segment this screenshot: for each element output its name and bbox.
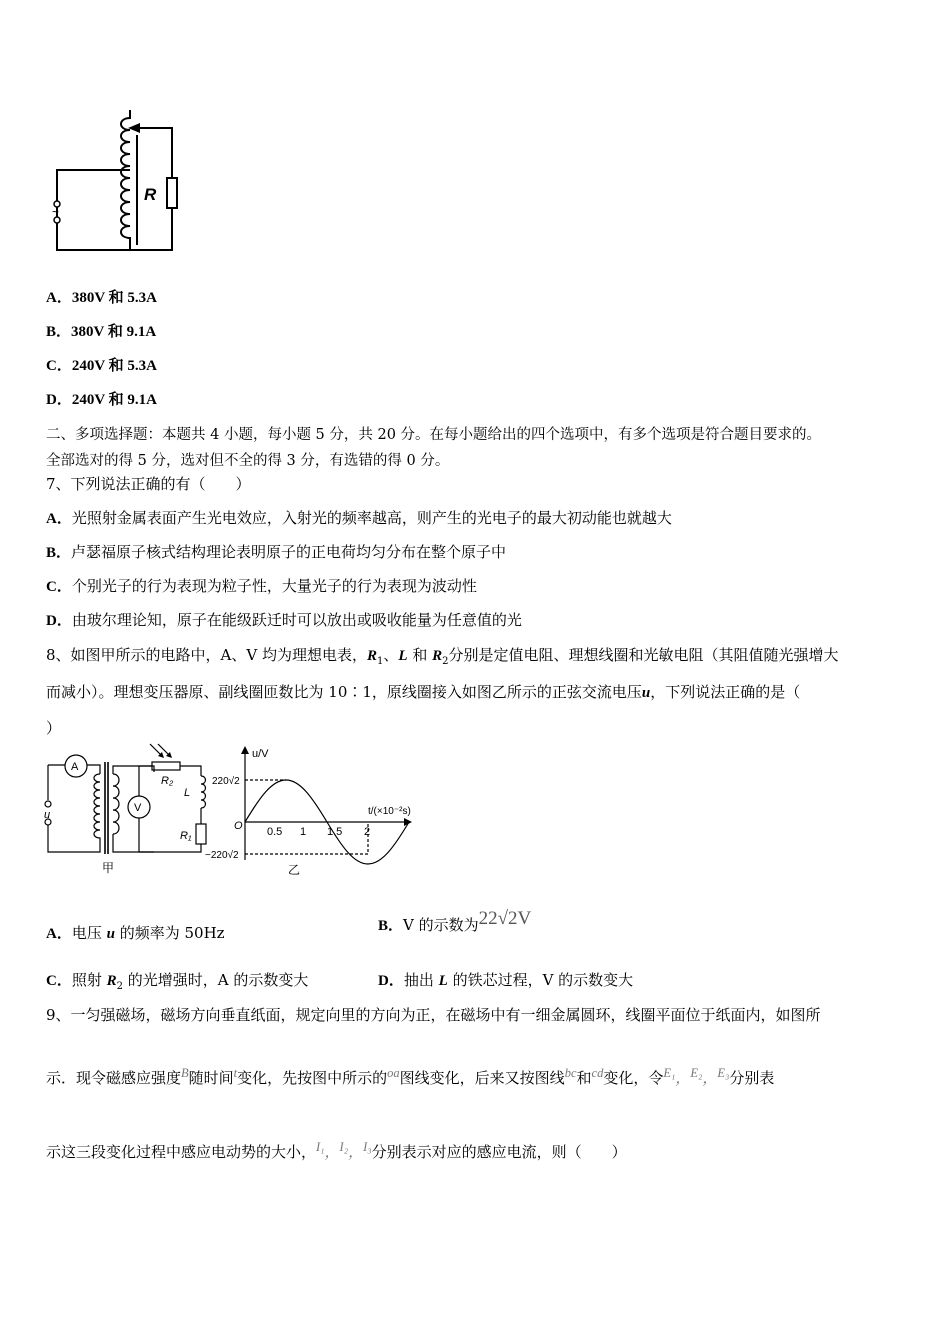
r1-label: R₁ xyxy=(180,830,192,842)
pos-peak-label: 220√2 xyxy=(212,776,240,787)
voltmeter-label: V xyxy=(134,802,142,814)
source-symbol: ~ xyxy=(52,205,60,219)
neg-peak-label: −220√2 xyxy=(205,850,239,861)
q9-stem-line2: 示．现令磁感应强度$^B$随时间$^t$变化，先按图中所示的$^{oa}$图线变化，后来又按图线$^{bc}$和$^{cd}$变化，令$^{E_1}$，$^{E_2}$，$^{E_3}$分别表 xyxy=(46,1066,775,1087)
q9-stem-line1: 9、一匀强磁场，磁场方向垂直纸面，规定向里的方向为正，在磁场中有一细金属圆环，线圈平面位于纸面内，如图所 xyxy=(46,1006,821,1024)
q6-option-b[interactable]: B．380V 和 9.1A xyxy=(46,324,157,340)
q8-stem-line1: 8、如图甲所示的电路中，A、V 均为理想电表，$R_1$、L 和 $R_2$分别是定值电阻、理想线圈和光敏电阻（其阻值随光强增大 xyxy=(46,646,839,667)
x-axis-label: t/(×10⁻²s) xyxy=(368,806,411,817)
q6-option-d[interactable]: D．240V 和 9.1A xyxy=(46,392,157,408)
r2-label: R₂ xyxy=(161,775,174,787)
q8-figure xyxy=(40,742,440,882)
tick-1: 1 xyxy=(300,826,307,838)
q9-stem-line3: 示这三段变化过程中感应电动势的大小，$^{I_1}$，$^{I_2}$，$^{I_3}$分别表示对应的感应电流，则（ ） xyxy=(46,1140,627,1161)
q8-option-d[interactable]: D．抽出 L 的铁芯过程，V 的示数变大 xyxy=(378,971,634,989)
figure-jia-label: 甲 xyxy=(102,861,115,875)
section-heading-line2: 全部选对的得 5 分，选对但不全的得 3 分，有选错的得 0 分。 xyxy=(46,453,450,469)
q6-option-a[interactable]: A．380V 和 5.3A xyxy=(46,290,157,306)
section-heading-line1: 二、多项选择题：本题共 4 小题，每小题 5 分，共 20 分。在每小题给出的四个选项中，有多个选项是符合题目要求的。 xyxy=(46,427,822,443)
resistor-label: R xyxy=(144,185,157,204)
q8-stem-line2: 而减小）。理想变压器原、副线圈匝数比为 10∶1，原线圈接入如图乙所示的正弦交流电压u，下列说法正确的是（ xyxy=(46,683,801,701)
tick-2: 2 xyxy=(364,826,371,838)
autotransformer-figure xyxy=(40,100,200,260)
q8-stem-line3: ） xyxy=(46,719,62,737)
q8-option-c[interactable]: C．照射 $R_2$ 的光增强时，A 的示数变大 xyxy=(46,971,309,992)
q7-option-d[interactable]: D．由玻尔理论知，原子在能级跃迁时可以放出或吸收能量为任意值的光 xyxy=(46,611,522,629)
q6-option-c[interactable]: C．240V 和 5.3A xyxy=(46,358,157,374)
tick-1.5: 1.5 xyxy=(327,826,343,838)
y-axis-label: u/V xyxy=(252,748,269,760)
origin-label: O xyxy=(234,820,243,832)
ammeter-label: A xyxy=(71,761,79,773)
tick-0.5: 0.5 xyxy=(267,826,283,838)
l-label: L xyxy=(184,787,191,799)
q8-option-b[interactable]: B．V 的示数为22√2V xyxy=(378,908,532,934)
source-u-label: u xyxy=(44,809,51,821)
q7-option-b[interactable]: B．卢瑟福原子核式结构理论表明原子的正电荷均匀分布在整个原子中 xyxy=(46,543,507,561)
q7-stem: 7、下列说法正确的有（ ） xyxy=(46,475,251,493)
q7-option-a[interactable]: A．光照射金属表面产生光电效应，入射光的频率越高，则产生的光电子的最大初动能也就越大 xyxy=(46,509,672,527)
figure-yi-label: 乙 xyxy=(288,863,301,877)
q8-option-a[interactable]: A．电压 u 的频率为 50Hz xyxy=(46,924,225,942)
q7-option-c[interactable]: C．个别光子的行为表现为粒子性，大量光子的行为表现为波动性 xyxy=(46,577,477,595)
